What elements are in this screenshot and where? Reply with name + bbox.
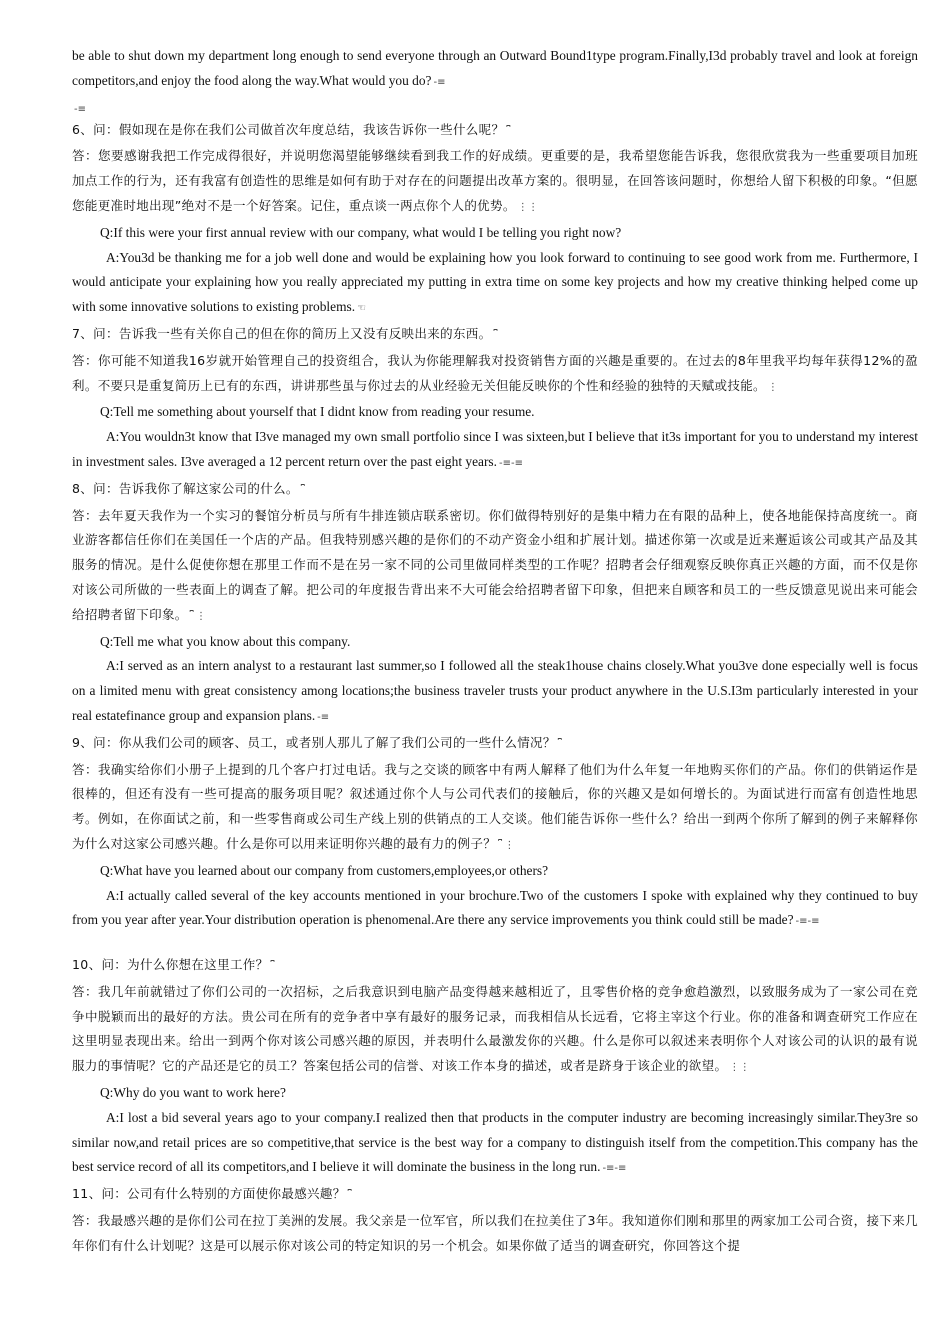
question-10-title [72, 953, 918, 980]
question-text: 10、问：为什么你想在这里工作？ [72, 957, 269, 973]
question-8-title [72, 477, 918, 504]
line-break-icon: ⎴ [493, 329, 498, 341]
line-break-icon: ⎴ [270, 961, 275, 973]
question-text: 9、问：你从我们公司的顾客、员工，或者别人那儿了解了我们公司的一些什么情况？ [72, 734, 556, 750]
paragraph-mark-icon: -≡-≡ [795, 916, 820, 928]
question-10-a-en [72, 1106, 918, 1182]
question-6-a-en [72, 246, 918, 322]
question-text: 7、问：告诉我一些有关你自己的但在你的简历上又没有反映出来的东西。 [72, 325, 492, 341]
question-9-answer-zh [72, 758, 918, 859]
question-text: 8、问：告诉我你了解这家公司的什么。 [72, 480, 299, 496]
question-10-q-en: Q:Why do you want to work here? [100, 1085, 286, 1101]
answer-text: A:I actually called several of the key accounts mentioned in your brochure.Two of the customers I spoke with explained why they continued to buy from you year after year.Your distribution operation is phenomenal.Are there any service improvements you think could still be made? [72, 887, 918, 928]
question-7-title [72, 322, 918, 349]
hand-mark-icon: ☜ [357, 303, 367, 315]
question-text: 6、问：假如现在是你在我们公司做首次年度总结，我该告诉你一些什么呢？ [72, 121, 505, 137]
line-break-icon: ⎴ [300, 484, 306, 496]
paragraph-mark-icon: -≡ [433, 76, 446, 88]
question-8-a-en [72, 654, 918, 730]
paragraph-continuation [72, 44, 918, 96]
question-7-q-en: Q:Tell me something about yourself that I didnt know from reading your resume. [100, 404, 535, 420]
question-text: 11、问：公司有什么特别的方面使你最感兴趣？ [72, 1186, 346, 1202]
paragraph-mark-icon: -≡-≡ [499, 457, 523, 469]
line-break-icon: ⎴ [347, 1190, 352, 1202]
answer-text: A:I lost a bid several years ago to your company.I realized then that products in the computer industry are becoming increasingly similar.They3re so similar now,and retail prices are so competitive,that service is the best way for a company to distinguish itself from the competition.This company has the best service record of all its competitors,and I believe it will dominate the business in the long run. [72, 1109, 918, 1175]
line-break-icon: ⎴ [557, 738, 563, 750]
answer-text: A:You wouldn3t know that I3ve managed my own small portfolio since I was sixteen,but I believe that it3s important for you to understand my interest in investment sales. I3ve averaged a 12 percent return over the past eight years. [72, 429, 918, 469]
dots-mark-icon: ⋮⋮ [729, 1062, 751, 1074]
document-page [72, 44, 918, 1259]
question-6-title [72, 118, 918, 145]
question-8-answer-zh [72, 504, 918, 630]
answer-text: 答：你可能不知道我16岁就开始管理自己的投资组合，我认为你能理解我对投资销售方面的兴趣是重要的。在过去的8年里我平均每年获得12%的盈利。不要只是重复简历上已有的东西，讲讲那些虽与你过去的从业经验无关但能反映你的个性和经验的独特的天赋或技能。 [72, 352, 918, 393]
dot-mark-icon: ⋮ [767, 381, 779, 393]
answer-text: 答：去年夏天我作为一个实习的餐馆分析员与所有牛排连锁店联系密切。你们做得特别好的是集中精力在有限的品种上，使各地能保持高度统一。商业游客都信任你们在美国任一个店的产品。但我特别感兴趣的是你们的不动产资金小组和扩展计划。描述你第一次或是近来邂逅该公司或其产品及其服务的情况。是什么促使你想在那里工作而不是在另一家不同的公司里做同样类型的工作呢？招聘者会仔细观察反映你真正兴趣的方面，而不仅是你对该公司所做的一些表面上的调查了解。把公司的年度报告背出来不大可能会给招聘者留下印象，但把来自顾客和员工的一些反馈意见说出来可能会给招聘者留下印象。 [72, 507, 918, 622]
dots-mark-icon: ⋮⋮ [517, 201, 539, 213]
answer-text: A:I served as an intern analyst to a restaurant last summer,so I followed all the steak1house chains closely.What you3ve done especially well is focus on a limited menu with great consistency among locations;the business traveler trusts your product anywhere in the U.S.I3m particularly interested in your real estatefinance group and expansion plans. [72, 658, 918, 723]
question-11-answer-zh: 答：我最感兴趣的是你们公司在拉丁美洲的发展。我父亲是一位军官，所以我们在拉美住了3年。我知道你们刚和那里的两家加工公司合资，接下来几年你们有什么计划呢？这是可以展示你对该公司的特定知识的另一个机会。如果你做了适当的调查研究，你回答这个提 [72, 1213, 918, 1253]
paragraph-mark-icon: -≡ [317, 711, 330, 723]
question-11-title [72, 1182, 918, 1209]
question-10-answer-zh [72, 980, 918, 1081]
paragraph-mark-icon: -≡ [74, 103, 86, 115]
paragraph-mark-icon: -≡-≡ [602, 1163, 627, 1175]
dot-mark-icon: ⋮ [196, 610, 207, 622]
answer-text: 答：我确实给你们小册子上提到的几个客户打过电话。我与之交谈的顾客中有两人解释了他们为什么年复一年地购买你们的产品。你们的供销运作是很棒的，但还有没有一些可提高的服务项目呢？叙述通过你个人与公司代表们的接触后，你的兴趣又是如何增长的。为面试进行而富有创造性地思考。例如，在你面试之前，和一些零售商或公司生产线上别的供销点的工人交谈。他们能告诉你一些什么？给出一到两个你所了解到的例子来解释你为什么对这家公司感兴趣。什么是你可以用来证明你兴趣的最有力的例子？ [72, 761, 918, 851]
answer-text: 答：您要感谢我把工作完成得很好，并说明您渴望能够继续看到我工作的好成绩。更重要的是，我希望您能告诉我，您很欣赏我为一些重要项目加班加点工作的行为，还有我富有创造性的思维是如何有助于对存在的问题提出改革方案的。很明显，在回答该问题时，你想给人留下积极的印象。“但愿您能更准时地出现”绝对不是一个好答案。记住，重点谈一两点你个人的优势。 [72, 148, 918, 213]
paragraph-text: be able to shut down my department long enough to send everyone through an Outward Bound1type program.Finally,I3d probably travel and look at foreign competitors,and enjoy the food along the way.What would you do? [72, 48, 918, 88]
line-break-icon: ⎴ [189, 610, 195, 622]
question-8-q-en: Q:Tell me what you know about this company. [100, 633, 351, 649]
question-9-q-en: Q:What have you learned about our company from customers,employees,or others? [100, 862, 549, 878]
question-6-answer-zh [72, 144, 918, 220]
question-6-q-en: Q:If this were your first annual review with our company, what would I be telling you right now? [100, 224, 622, 240]
question-7-answer-zh [72, 349, 918, 401]
question-9-a-en [72, 884, 918, 936]
dot-mark-icon: ⋮ [504, 839, 515, 851]
empty-paragraph [72, 96, 918, 118]
answer-text: A:You3d be thanking me for a job well done and would be explaining how you look forward to continuing to see good work from me. Furthermore, I would anticipate your explaining how you really appreciated my putting in extra time on some key projects and how my creative thinking helped come up with some innovative solutions to existing problems. [72, 249, 918, 315]
line-break-icon: ⎴ [498, 839, 503, 851]
line-break-icon: ⎴ [506, 125, 511, 137]
spacer [72, 935, 918, 953]
question-9-title [72, 731, 918, 758]
question-7-a-en [72, 425, 918, 477]
answer-text: 答：我几年前就错过了你们公司的一次招标，之后我意识到电脑产品变得越来越相近了，且零售价格的竞争愈趋激烈，以致服务成为了一家公司在竞争中脱颖而出的最好的方法。贵公司在所有的竞争者中享有最好的服务记录，而我相信从长远看，它将主宰这个行业。你的准备和调查研究工作应在这里明显表现出来。给出一到两个你对该公司感兴趣的原因，并表明什么最激发你的兴趣。什么是你可以叙述来表明你个人对该公司的认识的最有说服力的事情呢？它的产品还是它的员工？答案包括公司的信誉、对该工作本身的描述，或者是跻身于该企业的欲望。 [72, 983, 918, 1074]
